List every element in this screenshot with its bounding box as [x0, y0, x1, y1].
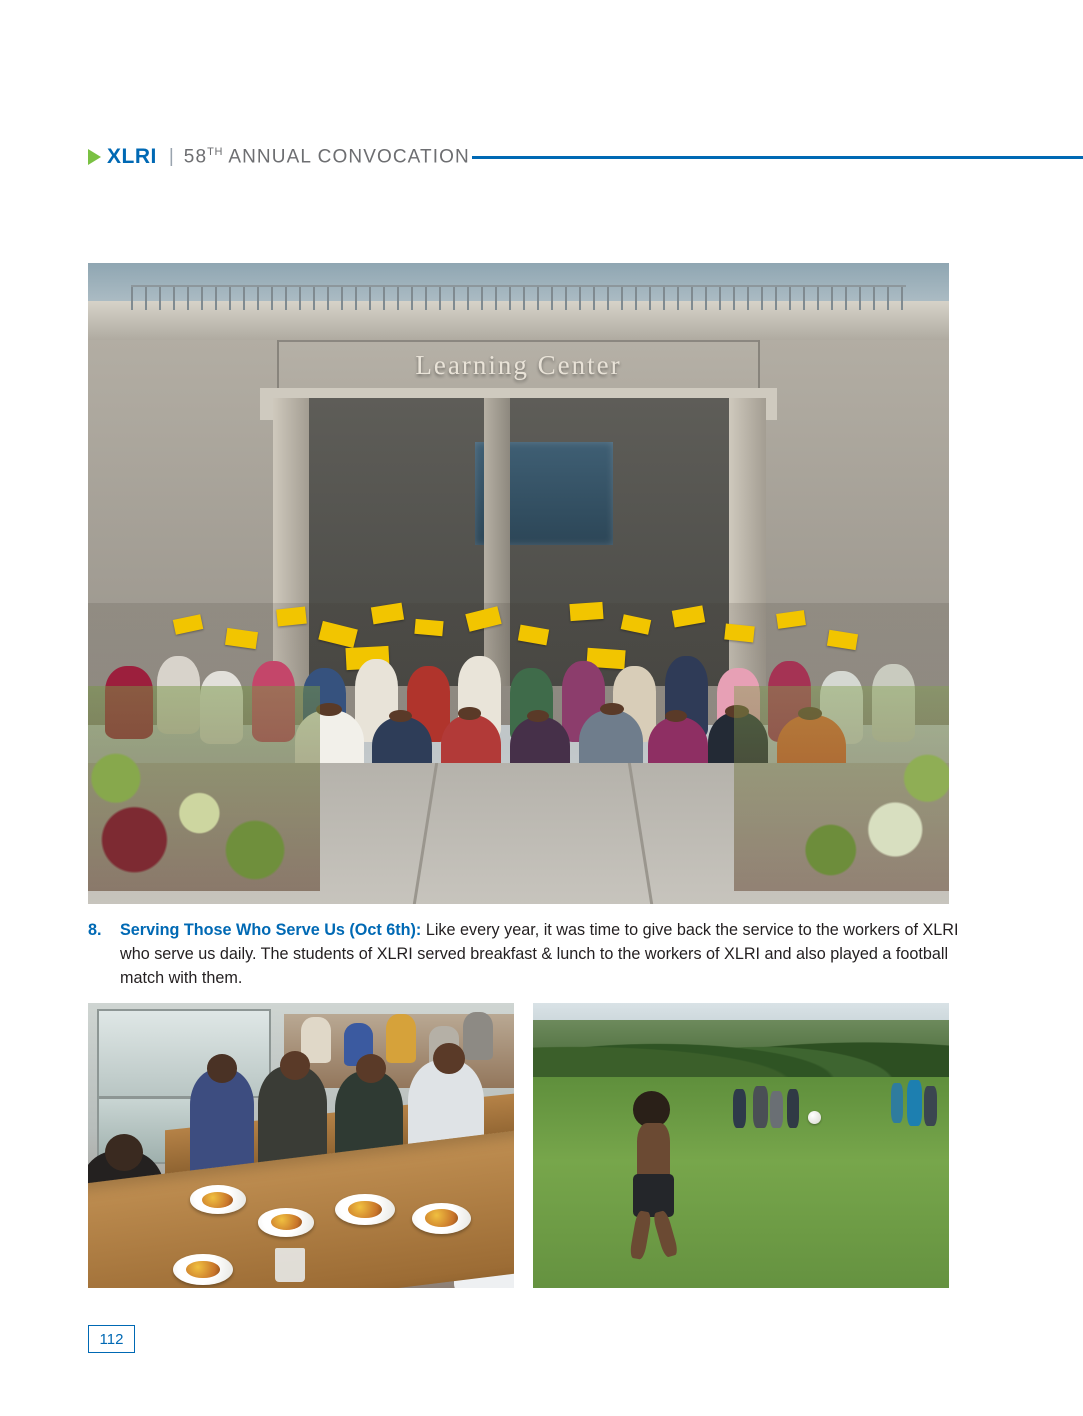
food-plate	[335, 1194, 395, 1225]
caption-text: Like every year, it was time to give back the service to the workers of XLRI who serve us daily. The students of XLRI served breakfast & lunch to the workers of XLRI and also played a football match with them.	[120, 921, 959, 987]
player-figure	[924, 1086, 936, 1126]
header-title	[184, 146, 470, 168]
header-separator: |	[168, 146, 174, 167]
photo-plants-right	[734, 686, 949, 891]
player-figure	[907, 1080, 921, 1126]
header-title-rest: ANNUAL CONVOCATION	[223, 146, 470, 168]
food-plate	[190, 1185, 245, 1214]
brand-label: XLRI	[107, 145, 157, 168]
page-number: 112	[88, 1325, 135, 1353]
football-treeline	[533, 1020, 949, 1083]
header-title-suffix: TH	[207, 145, 223, 158]
building-sign-text: Learning Center	[415, 349, 622, 380]
triangle-icon	[88, 149, 101, 165]
player-figure	[787, 1089, 799, 1129]
photo-plants-left	[88, 686, 320, 891]
player-figure	[891, 1083, 903, 1123]
photo-roof-railing	[131, 285, 906, 309]
photo-football-match	[533, 1003, 949, 1288]
player-figure	[770, 1091, 783, 1128]
caption-number: 8.	[88, 921, 102, 939]
player-figure	[753, 1086, 767, 1129]
header-rule	[472, 156, 1083, 159]
caption-block	[88, 918, 969, 990]
player-figure	[733, 1089, 746, 1129]
photo-serving-lunch	[88, 1003, 514, 1288]
food-plate	[173, 1254, 233, 1285]
food-plate	[412, 1203, 472, 1234]
photo-group-learning-center	[88, 263, 949, 904]
header-title-number: 58	[183, 146, 208, 168]
water-glass	[275, 1248, 305, 1282]
food-plate	[258, 1208, 313, 1237]
caption-lead: Serving Those Who Serve Us (Oct 6th):	[120, 921, 422, 939]
caption-body	[120, 918, 969, 990]
page-header	[88, 140, 1083, 174]
